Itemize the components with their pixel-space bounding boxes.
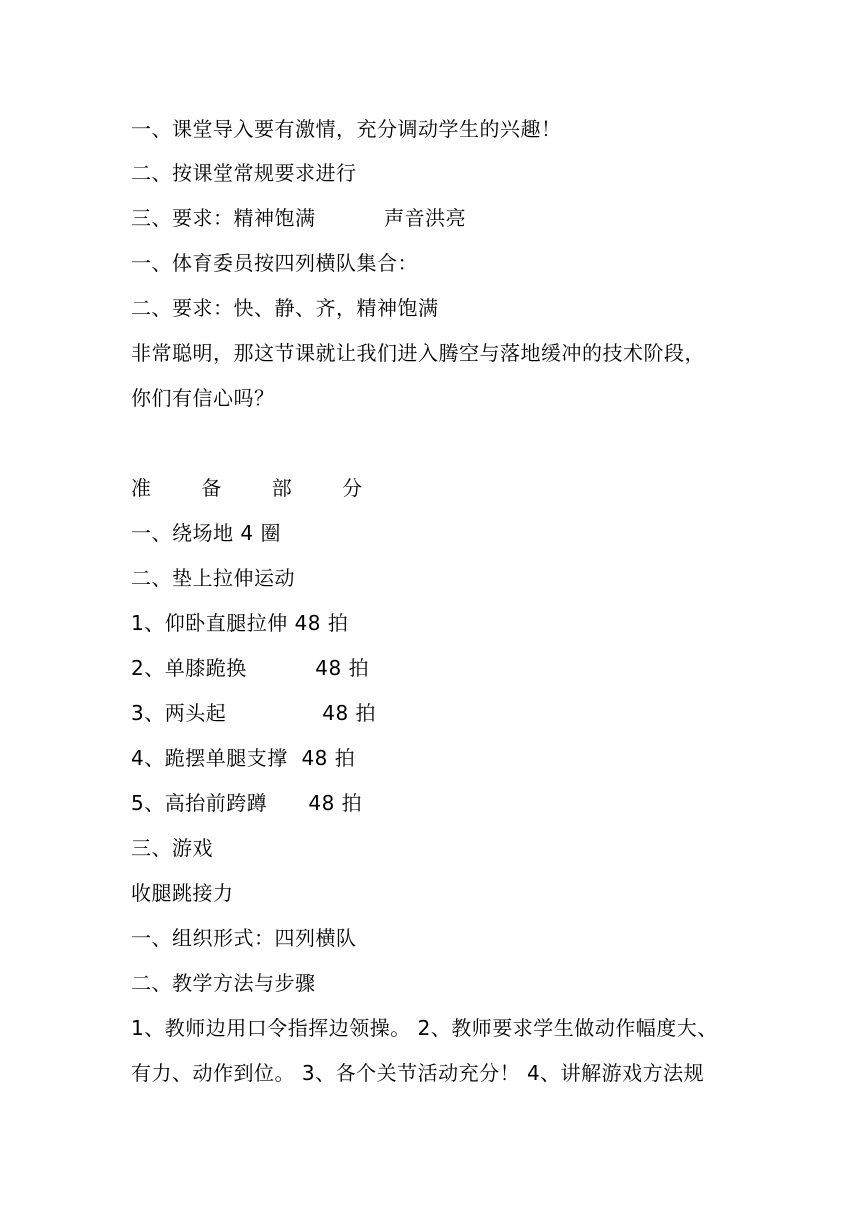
text-line: 收腿跳接力 [131,881,234,905]
text-line: 一、组织形式：四列横队 [131,926,357,950]
text-line: 1、仰卧直腿拉伸 48 拍 [131,611,349,635]
text-line: 一、体育委员按四列横队集合： [131,251,418,275]
text-line: 三、要求：精神饱满 声音洪亮 [131,206,467,230]
text-line: 4、跪摆单腿支撑 48 拍 [131,746,356,770]
text-line: 3、两头起 48 拍 [131,701,377,725]
text-line: 二、教学方法与步骤 [131,971,316,995]
text-line: 一、课堂导入要有激情，充分调动学生的兴趣！ [131,117,562,141]
text-line: 非常聪明，那这节课就让我们进入腾空与落地缓冲的技术阶段， [131,341,705,365]
section-heading: 准 备 部 分 [131,476,385,500]
text-line: 三、游戏 [131,836,213,860]
text-line: 2、单膝跪换 48 拍 [131,656,370,680]
text-line: 你们有信心吗？ [131,386,275,410]
text-line: 1、教师边用口令指挥边领操。 2、教师要求学生做动作幅度大、 [131,1016,718,1040]
text-line: 二、垫上拉伸运动 [131,566,295,590]
text-line: 5、高抬前跨蹲 48 拍 [131,791,363,815]
text-line: 一、绕场地 4 圈 [131,521,281,545]
text-line: 有力、动作到位。 3、各个关节活动充分！ 4、讲解游戏方法规 [131,1061,705,1085]
text-line: 二、按课堂常规要求进行 [131,161,357,185]
text-line: 二、要求：快、静、齐，精神饱满 [131,296,439,320]
